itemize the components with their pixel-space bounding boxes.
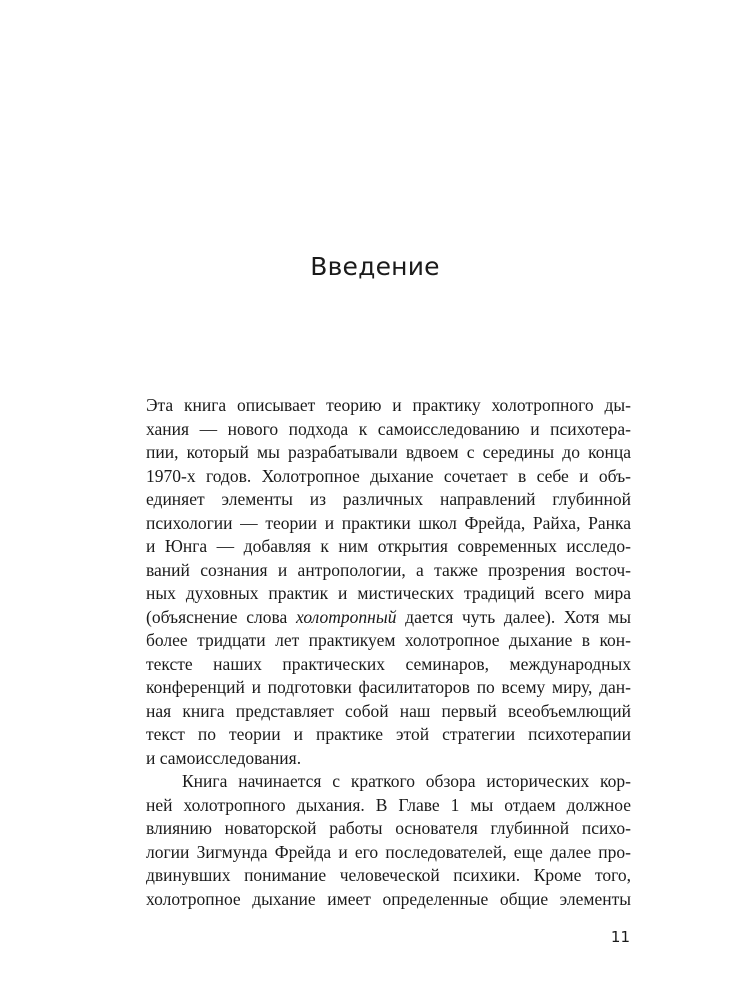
text-line: текст по теории и практике этой стратегии психотерапии bbox=[146, 724, 631, 744]
text-line: влиянию новаторской работы основателя глубинной психо- bbox=[146, 818, 631, 838]
text-line: конференций и подготовки фасилитаторов по всему миру, дан- bbox=[146, 677, 631, 697]
text-line: ней холотропного дыхания. В Главе 1 мы отдаем должное bbox=[146, 794, 631, 815]
text-line: Книга начинается с краткого обзора исторических кор- bbox=[182, 771, 631, 791]
paragraph-2 bbox=[146, 770, 631, 911]
text-line: более тридцати лет практикуем холотропное дыхание в кон- bbox=[146, 630, 631, 650]
text-line: ная книга представляет собой наш первый всеобъемлющий bbox=[146, 700, 631, 721]
text-segment: дается чуть далее). Хотя мы bbox=[396, 606, 631, 627]
text-segment: (объяснение слова bbox=[146, 606, 297, 627]
italic-term: холотропный bbox=[296, 606, 397, 627]
text-line: хания — нового подхода к самоисследованию и психотера- bbox=[146, 418, 631, 439]
page-number: 11 bbox=[610, 928, 630, 946]
text-line: Эта книга описывает теорию и практику холотропного ды- bbox=[146, 395, 631, 415]
text-line: холотропное дыхание имеет определенные общие элементы bbox=[146, 888, 631, 909]
text-line: логии Зигмунда Фрейда и его последователей, еще далее про- bbox=[146, 841, 631, 862]
chapter-title: Введение bbox=[310, 252, 440, 281]
text-line: 1970-х годов. Холотропное дыхание сочетает в себе и объ- bbox=[146, 465, 631, 486]
text-line: ваний сознания и антропологии, а также прозрения восточ- bbox=[146, 559, 631, 580]
text-line: единяет элементы из различных направлений глубинной bbox=[146, 489, 631, 509]
text-line: психологии — теории и практики школ Фрейда, Райха, Ранка bbox=[146, 512, 631, 533]
text-line-with-italic bbox=[146, 606, 631, 630]
paragraph-1 bbox=[146, 394, 631, 770]
text-line: ных духовных практик и мистических традиций всего мира bbox=[146, 583, 631, 603]
text-line: двинувших понимание человеческой психики. Кроме того, bbox=[146, 865, 631, 885]
body-text bbox=[146, 394, 631, 911]
text-line: пии, который мы разрабатывали вдвоем с середины до конца bbox=[146, 442, 631, 462]
text-line: и Юнга — добавляя к ним открытия современных исследо- bbox=[146, 536, 631, 556]
text-line: и самоисследования. bbox=[146, 747, 302, 768]
text-line: тексте наших практических семинаров, международных bbox=[146, 653, 631, 674]
